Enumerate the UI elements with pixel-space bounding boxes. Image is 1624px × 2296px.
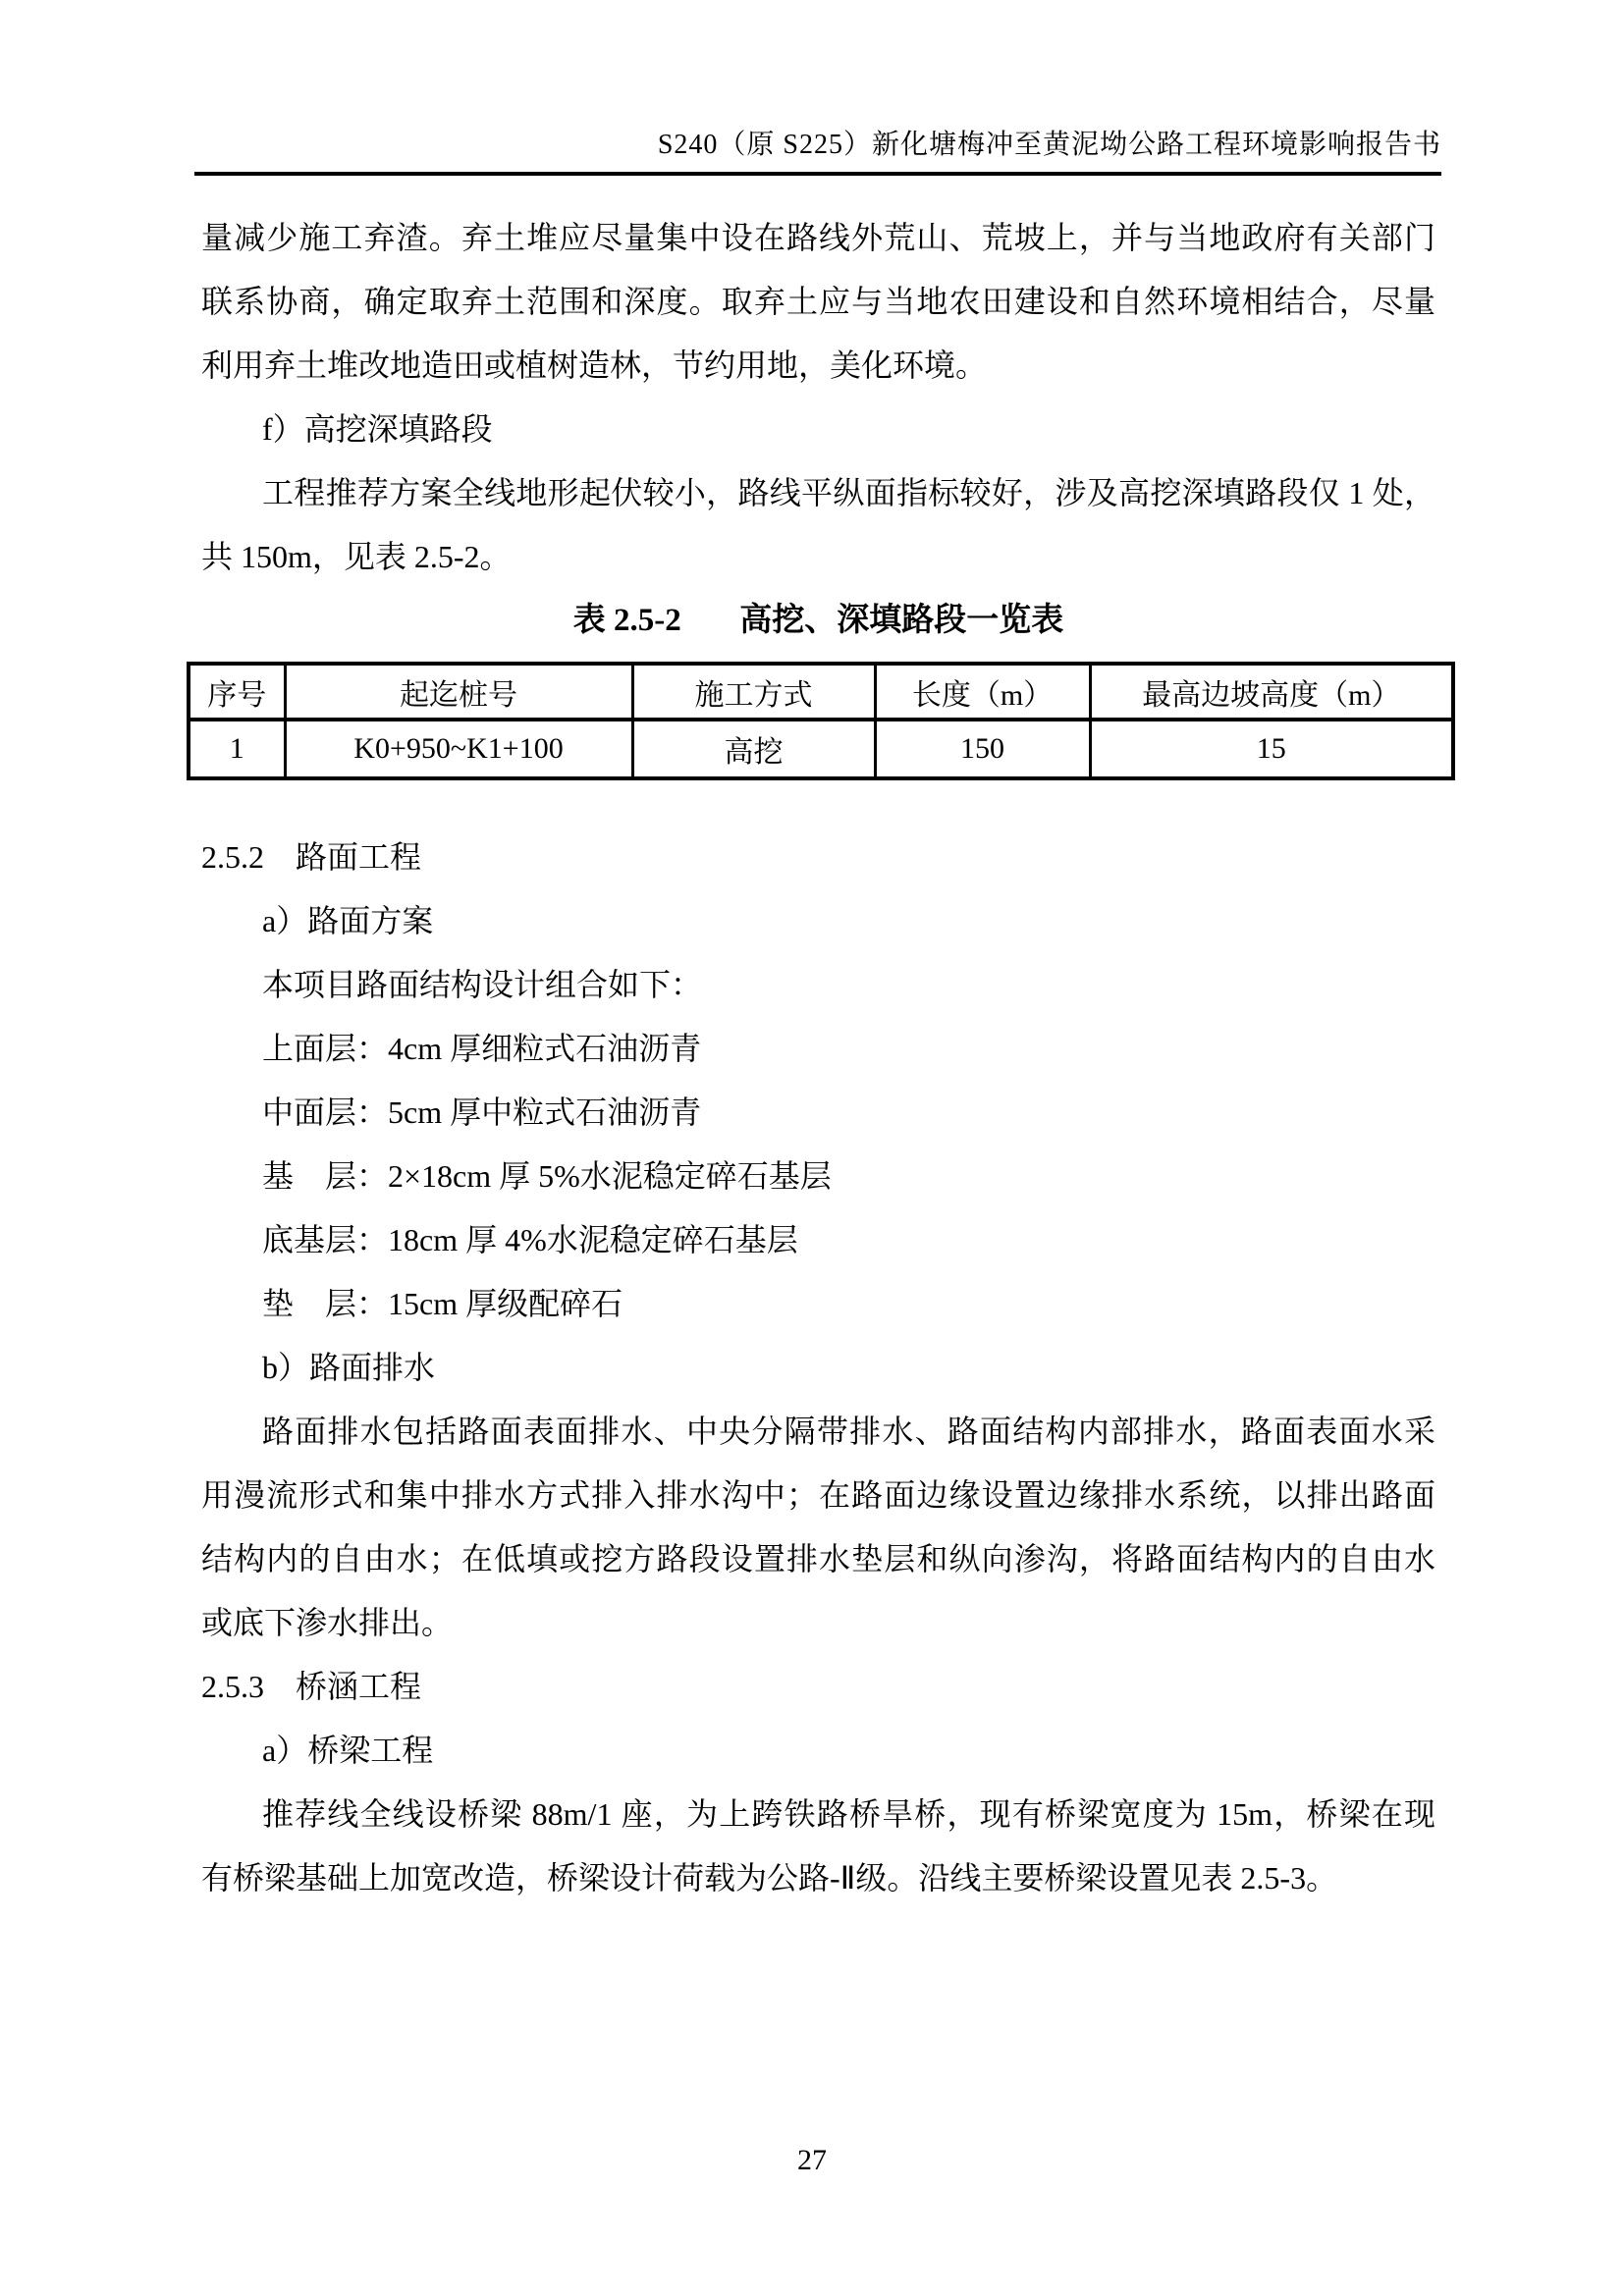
paragraph-line: 有桥梁基础上加宽改造，桥梁设计荷载为公路-Ⅱ级。沿线主要桥梁设置见表 2.5-3。 bbox=[201, 1860, 1338, 1896]
table-caption-label: 表 2.5-2 bbox=[572, 603, 681, 638]
table-header-cell: 序号 bbox=[189, 664, 285, 720]
table-body bbox=[189, 720, 1453, 778]
table-cell: 1 bbox=[189, 720, 285, 778]
paragraph-line: 上面层：4cm 厚细粒式石油沥青 bbox=[262, 1031, 702, 1066]
table-header-cell: 长度（m） bbox=[875, 664, 1090, 720]
table-header-row bbox=[189, 664, 1453, 720]
table-cell: 150 bbox=[875, 720, 1090, 778]
table-header-cell: 起迄桩号 bbox=[285, 664, 632, 720]
header-rule bbox=[194, 172, 1441, 176]
section-heading-2-5-3: 2.5.3 桥涵工程 bbox=[201, 1669, 422, 1704]
page-number: 27 bbox=[797, 2144, 827, 2176]
page-footer bbox=[0, 2143, 1624, 2178]
paragraph-line: 工程推荐方案全线地形起伏较小，路线平纵面指标较好，涉及高挖深填路段仅 1 处， bbox=[262, 475, 1435, 510]
table-row bbox=[189, 720, 1453, 778]
paragraph-line: 本项目路面结构设计组合如下： bbox=[262, 967, 703, 1002]
paragraph-line: 底基层：18cm 厚 4%水泥稳定碎石基层 bbox=[262, 1222, 798, 1257]
paragraph-line: 共 150m，见表 2.5-2。 bbox=[201, 539, 512, 574]
table-caption bbox=[201, 589, 1435, 653]
table-cell: K0+950~K1+100 bbox=[285, 720, 632, 778]
paragraph-line: 结构内的自由水；在低填或挖方路段设置排水垫层和纵向渗沟，将路面结构内的自由水 bbox=[201, 1541, 1435, 1576]
paragraph-line: 量减少施工弃渣。弃土堆应尽量集中设在路线外荒山、荒坡上，并与当地政府有关部门 bbox=[201, 220, 1435, 255]
paragraphs-after-table bbox=[201, 826, 1435, 1910]
subsection-a-bridge-works: a）桥梁工程 bbox=[262, 1733, 434, 1768]
paragraph-line: 利用弃土堆改地造田或植树造林，节约用地，美化环境。 bbox=[201, 347, 988, 383]
table-caption-title: 高挖、深填路段一览表 bbox=[739, 603, 1064, 638]
table-cell: 高挖 bbox=[632, 720, 875, 778]
paragraph-line: 基 层：2×18cm 厚 5%水泥稳定碎石基层 bbox=[262, 1158, 832, 1194]
paragraph-line: 联系协商，确定取弃土范围和深度。取弃土应与当地农田建设和自然环境相结合，尽量 bbox=[201, 284, 1435, 319]
cut-fill-sections-table bbox=[187, 662, 1455, 780]
table-header-cell: 施工方式 bbox=[632, 664, 875, 720]
document-body bbox=[201, 206, 1435, 1910]
paragraph-line: 或底下渗水排出。 bbox=[201, 1605, 454, 1640]
header-title: S240（原 S225）新化塘梅冲至黄泥坳公路工程环境影响报告书 bbox=[657, 130, 1441, 160]
subsection-a-pavement-plan: a）路面方案 bbox=[262, 903, 434, 938]
table-header-cell: 最高边坡高度（m） bbox=[1090, 664, 1453, 720]
paragraph-line: 用漫流形式和集中排水方式排入排水沟中；在路面边缘设置边缘排水系统，以排出路面 bbox=[201, 1477, 1435, 1513]
paragraph-line: 路面排水包括路面表面排水、中央分隔带排水、路面结构内部排水，路面表面水采 bbox=[262, 1414, 1435, 1449]
paragraph-line: 垫 层：15cm 厚级配碎石 bbox=[262, 1286, 623, 1321]
paragraph-line: 中面层：5cm 厚中粒式石油沥青 bbox=[262, 1095, 702, 1130]
list-item-f-heading: f）高挖深填路段 bbox=[262, 411, 493, 447]
paragraph-line: 推荐线全线设桥梁 88m/1 座，为上跨铁路桥旱桥，现有桥梁宽度为 15m，桥梁在现 bbox=[262, 1796, 1435, 1832]
subsection-b-pavement-drainage: b）路面排水 bbox=[262, 1350, 436, 1385]
paragraphs-before-table bbox=[201, 206, 1435, 589]
table-cell: 15 bbox=[1090, 720, 1453, 778]
section-heading-2-5-2: 2.5.2 路面工程 bbox=[201, 839, 422, 875]
